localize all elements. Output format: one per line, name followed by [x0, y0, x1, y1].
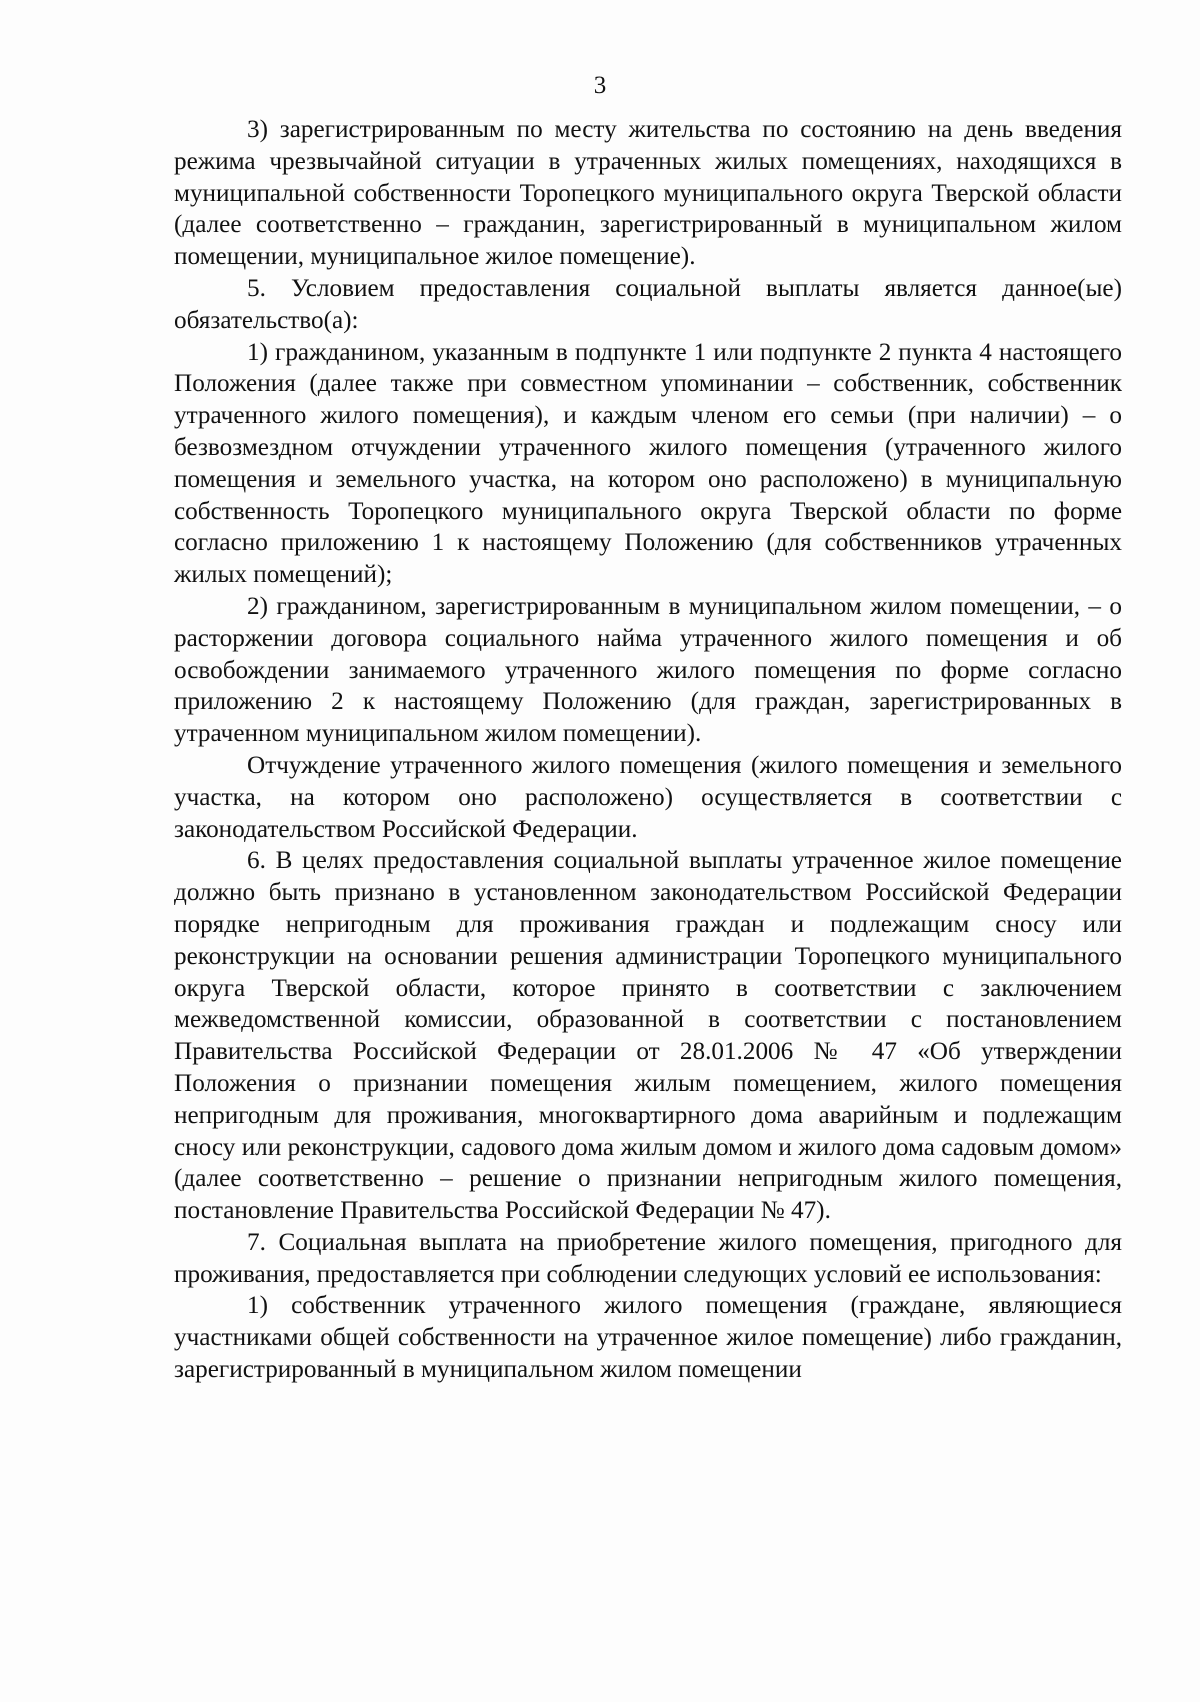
document-body — [174, 114, 1122, 1386]
page-number: 3 — [593, 72, 607, 99]
paragraph-item-3: 3) зарегистрированным по месту жительства по состоянию на день введения режима чрезвычайной ситуации в утраченных жилых помещениях, находящихся в муниципальной собственности Торопецкого муниципального округа Тверской области (далее соответственно – гражданин, зарегистрированный в муниципальном жилом помещении, муниципальное жилое помещение). — [174, 116, 1122, 271]
paragraph-clause-5-item-2: 2) гражданином, зарегистрированным в муниципальном жилом помещении, – о расторжении договора социального найма утраченного жилого помещения и об освобождении занимаемого утраченного жилого помещения по форме согласно приложению 2 к настоящему Положению (для граждан, зарегистрированных в утраченном муниципальном жилом помещении). — [174, 592, 1122, 748]
paragraph-clause-6: 6. В целях предоставления социальной выплаты утраченное жилое помещение должно быть признано в установленном законодательством Российской Федерации порядке непригодным для проживания граждан и подлежащим сносу или реконструкции на основании решения администрации Торопецкого муниципального округа Тверской области, которое принято в соответствии с заключением межведомственной комиссии, образованной в соответствии с постановлением Правительства Российской Федерации от 28.01.2006 № 47 «Об утверждении Положения о признании помещения жилым помещением, жилого помещения непригодным для проживания, многоквартирного дома аварийным и подлежащим сносу или реконструкции, садового дома жилым домом и жилого дома садовым домом» (далее соответственно – решение о признании непригодным жилого помещения, постановление Правительства Российской Федерации № 47). — [174, 847, 1122, 1225]
paragraph-clause-5: 5. Условием предоставления социальной выплаты является данное(ые) обязательство(а): — [174, 274, 1122, 334]
paragraph-alienation: Отчуждение утраченного жилого помещения (жилого помещения и земельного участка, на котором оно расположено) осуществляется в соответствии с законодательством Российской Федерации. — [174, 751, 1122, 843]
paragraph-clause-5-item-1: 1) гражданином, указанным в подпункте 1 или подпункте 2 пункта 4 настоящего Положения (далее также при совместном упоминании – собственник, собственник утраченного жилого помещения), и каждым членом его семьи (при наличии) – о безвозмездном отчуждении утраченного жилого помещения (утраченного жилого помещения и земельного участка, на котором оно расположено) в муниципальную собственность Торопецкого муниципального округа Тверской области по форме согласно приложению 1 к настоящему Положению (для собственников утраченных жилых помещений); — [174, 338, 1122, 589]
paragraph-clause-7: 7. Социальная выплата на приобретение жилого помещения, пригодного для проживания, предоставляется при соблюдении следующих условий ее использования: — [174, 1228, 1122, 1288]
paragraph-clause-7-item-1: 1) собственник утраченного жилого помещения (граждане, являющиеся участниками общей собственности на утраченное жилое помещение) либо гражданин, зарегистрированный в муниципальном жилом помещении — [174, 1292, 1122, 1384]
